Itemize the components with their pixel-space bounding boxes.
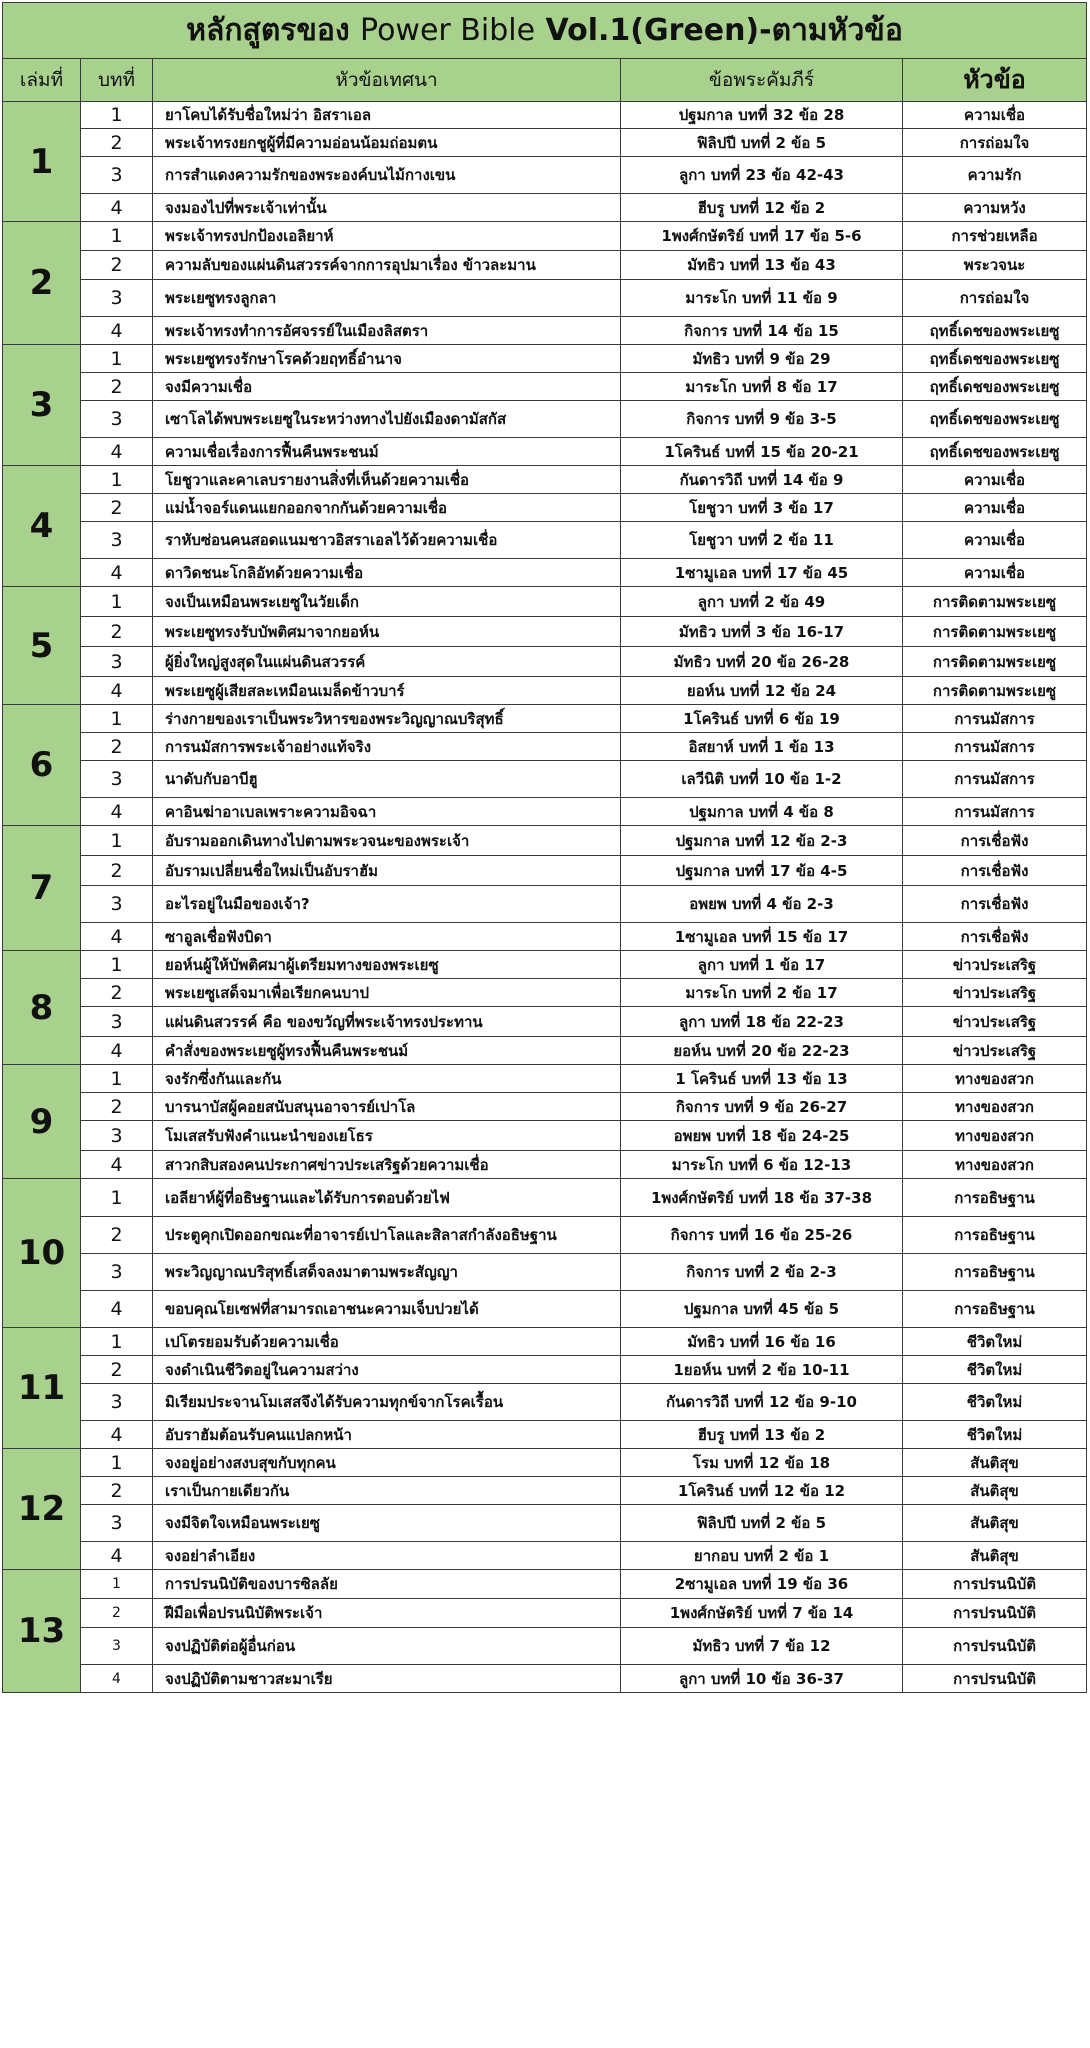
scripture-reference: 1ซามูเอล บทที่ 17 ข้อ 45 xyxy=(621,559,903,587)
sermon-topic: เราเป็นกายเดียวกัน xyxy=(153,1477,621,1505)
topic-category: การเชื่อฟัง xyxy=(903,923,1087,951)
table-row xyxy=(3,1007,1087,1037)
table-row xyxy=(3,522,1087,559)
table-row xyxy=(3,1505,1087,1542)
scripture-reference: อิสยาห์ บทที่ 1 ข้อ 13 xyxy=(621,733,903,761)
sermon-topic: ผู้ยิ่งใหญ่สูงสุดในแผ่นดินสวรรค์ xyxy=(153,647,621,677)
topic-category: ความเชื่อ xyxy=(903,494,1087,522)
sermon-topic: ซาอูลเชื่อฟังบิดา xyxy=(153,923,621,951)
sermon-topic: ขอบคุณโยเซฟที่สามารถเอาชนะความเจ็บปวยได้ xyxy=(153,1291,621,1328)
scripture-reference: 1โครินธ์ บทที่ 12 ข้อ 12 xyxy=(621,1477,903,1505)
chapter-number: 2 xyxy=(81,1477,153,1505)
chapter-number: 3 xyxy=(81,280,153,317)
topic-category: สันติสุข xyxy=(903,1542,1087,1570)
table-row xyxy=(3,1291,1087,1328)
chapter-number: 4 xyxy=(81,1665,153,1693)
book-number: 4 xyxy=(3,466,81,587)
sermon-topic: จงอย่าลำเอียง xyxy=(153,1542,621,1570)
chapter-number: 1 xyxy=(81,345,153,373)
table-row xyxy=(3,587,1087,617)
topic-category: ความเชื่อ xyxy=(903,522,1087,559)
topic-category: ชีวิตใหม่ xyxy=(903,1421,1087,1449)
table-row xyxy=(3,1356,1087,1384)
table-row xyxy=(3,1328,1087,1356)
table-row xyxy=(3,1065,1087,1093)
topic-category: ข่าวประเสริฐ xyxy=(903,1007,1087,1037)
topic-category: การอธิษฐาน xyxy=(903,1291,1087,1328)
chapter-number: 1 xyxy=(81,1570,153,1599)
chapter-number: 4 xyxy=(81,559,153,587)
chapter-number: 4 xyxy=(81,1037,153,1065)
chapter-number: 4 xyxy=(81,438,153,466)
sermon-topic: พระเจ้าทรงยกชูผู้ที่มีความอ่อนน้อมถ่อมตน xyxy=(153,129,621,157)
title-row xyxy=(3,3,1087,59)
scripture-reference: เลวีนิติ บทที่ 10 ข้อ 1-2 xyxy=(621,761,903,798)
chapter-number: 3 xyxy=(81,1254,153,1291)
scripture-reference: กิจการ บทที่ 9 ข้อ 3-5 xyxy=(621,401,903,438)
table-row xyxy=(3,617,1087,647)
book-number: 11 xyxy=(3,1328,81,1449)
sermon-topic: เอลียาห์ผู้ที่อธิษฐานและได้รับการตอบด้วยไฟ xyxy=(153,1179,621,1217)
topic-category: ทางของสวก xyxy=(903,1093,1087,1121)
sermon-topic: สาวกสิบสองคนประกาศข่าวประเสริฐด้วยความเชื่อ xyxy=(153,1151,621,1179)
table-row xyxy=(3,826,1087,856)
sermon-topic: จงอยู่อย่างสงบสุขกับทุกคน xyxy=(153,1449,621,1477)
sermon-topic: ประตูคุกเปิดออกขณะที่อาจารย์เปาโลและสิลาสกำลังอธิษฐาน xyxy=(153,1217,621,1254)
sermon-topic: ราหับซ่อนคนสอดแนมชาวอิสราเอลไว้ด้วยความเชื่อ xyxy=(153,522,621,559)
table-row xyxy=(3,979,1087,1007)
table-row xyxy=(3,1121,1087,1151)
scripture-reference: 1พงศ์กษัตริย์ บทที่ 17 ข้อ 5-6 xyxy=(621,222,903,251)
scripture-reference: ฟิลิปปี บทที่ 2 ข้อ 5 xyxy=(621,129,903,157)
chapter-number: 3 xyxy=(81,1505,153,1542)
topic-category: ความหวัง xyxy=(903,194,1087,222)
topic-category: การถ่อมใจ xyxy=(903,280,1087,317)
sermon-topic: บารนาบัสผู้คอยสนับสนุนอาจารย์เปาโล xyxy=(153,1093,621,1121)
book-number: 7 xyxy=(3,826,81,951)
scripture-reference: ยอห์น บทที่ 12 ข้อ 24 xyxy=(621,677,903,705)
table-row xyxy=(3,251,1087,280)
book-number: 12 xyxy=(3,1449,81,1570)
scripture-reference: ยอห์น บทที่ 20 ข้อ 22-23 xyxy=(621,1037,903,1065)
scripture-reference: กันดารวิถี บทที่ 12 ข้อ 9-10 xyxy=(621,1384,903,1421)
chapter-number: 1 xyxy=(81,222,153,251)
sermon-topic: จงปฏิบัติต่อผู้อื่นก่อน xyxy=(153,1628,621,1665)
scripture-reference: ฟิลิปปี บทที่ 2 ข้อ 5 xyxy=(621,1505,903,1542)
chapter-number: 3 xyxy=(81,886,153,923)
book-number: 5 xyxy=(3,587,81,705)
scripture-reference: กิจการ บทที่ 2 ข้อ 2-3 xyxy=(621,1254,903,1291)
topic-category: ข่าวประเสริฐ xyxy=(903,1037,1087,1065)
table-row xyxy=(3,401,1087,438)
chapter-number: 1 xyxy=(81,466,153,494)
topic-category: การติดตามพระเยซู xyxy=(903,617,1087,647)
sermon-topic: พระเยซูผู้เสียสละเหมือนเมล็ดข้าวบาร์ xyxy=(153,677,621,705)
chapter-number: 2 xyxy=(81,733,153,761)
topic-category: การเชื่อฟัง xyxy=(903,886,1087,923)
topic-category: การถ่อมใจ xyxy=(903,129,1087,157)
table-row xyxy=(3,559,1087,587)
page-title xyxy=(3,3,1087,59)
chapter-number: 3 xyxy=(81,157,153,194)
chapter-number: 1 xyxy=(81,705,153,733)
topic-category: การช่วยเหลือ xyxy=(903,222,1087,251)
table-row xyxy=(3,856,1087,886)
scripture-reference: กิจการ บทที่ 14 ข้อ 15 xyxy=(621,317,903,345)
table-row xyxy=(3,438,1087,466)
table-row xyxy=(3,647,1087,677)
table-row xyxy=(3,373,1087,401)
chapter-number: 1 xyxy=(81,951,153,979)
topic-category: สันติสุข xyxy=(903,1449,1087,1477)
scripture-reference: ปฐมกาล บทที่ 17 ข้อ 4-5 xyxy=(621,856,903,886)
topic-category: การปรนนิบัติ xyxy=(903,1665,1087,1693)
scripture-reference: มาระโก บทที่ 6 ข้อ 12-13 xyxy=(621,1151,903,1179)
sermon-topic: จงปฏิบัติตามชาวสะมาเรีย xyxy=(153,1665,621,1693)
chapter-number: 3 xyxy=(81,522,153,559)
sermon-topic: ดาวิดชนะโกลิอัทด้วยความเชื่อ xyxy=(153,559,621,587)
curriculum-sheet xyxy=(2,2,1086,2044)
chapter-number: 4 xyxy=(81,194,153,222)
table-row xyxy=(3,129,1087,157)
scripture-reference: ปฐมกาล บทที่ 45 ข้อ 5 xyxy=(621,1291,903,1328)
topic-category: การติดตามพระเยซู xyxy=(903,647,1087,677)
table-row xyxy=(3,1384,1087,1421)
sermon-topic: โมเสสรับฟังคำแนะนำของเยโธร xyxy=(153,1121,621,1151)
table-row xyxy=(3,1570,1087,1599)
topic-category: ฤทธิ์เดชของพระเยซู xyxy=(903,373,1087,401)
topic-category: การนมัสการ xyxy=(903,798,1087,826)
topic-category: การอธิษฐาน xyxy=(903,1217,1087,1254)
table-row xyxy=(3,798,1087,826)
sermon-topic: แม่น้ำจอร์แดนแยกออกจากกันด้วยความเชื่อ xyxy=(153,494,621,522)
scripture-reference: มัทธิว บทที่ 16 ข้อ 16 xyxy=(621,1328,903,1356)
scripture-reference: 1โครินธ์ บทที่ 6 ข้อ 19 xyxy=(621,705,903,733)
table-row xyxy=(3,923,1087,951)
scripture-reference: มัทธิว บทที่ 7 ข้อ 12 xyxy=(621,1628,903,1665)
sermon-topic: พระวิญญาณบริสุทธิ์เสด็จลงมาตามพระสัญญา xyxy=(153,1254,621,1291)
scripture-reference: มัทธิว บทที่ 20 ข้อ 26-28 xyxy=(621,647,903,677)
chapter-number: 2 xyxy=(81,1093,153,1121)
chapter-number: 2 xyxy=(81,617,153,647)
scripture-reference: 1ยอห์น บทที่ 2 ข้อ 10-11 xyxy=(621,1356,903,1384)
scripture-reference: 1ซามูเอล บทที่ 15 ข้อ 17 xyxy=(621,923,903,951)
scripture-reference: โรม บทที่ 12 ข้อ 18 xyxy=(621,1449,903,1477)
topic-category: ชีวิตใหม่ xyxy=(903,1328,1087,1356)
scripture-reference: ลูกา บทที่ 1 ข้อ 17 xyxy=(621,951,903,979)
title-thai-prefix: หลักสูตรของ xyxy=(186,13,350,48)
table-row xyxy=(3,194,1087,222)
table-row xyxy=(3,345,1087,373)
sermon-topic: นาดับกับอาบีฮู xyxy=(153,761,621,798)
sermon-topic: จงมีความเชื่อ xyxy=(153,373,621,401)
book-number: 8 xyxy=(3,951,81,1065)
table-row xyxy=(3,886,1087,923)
scripture-reference: โยชูวา บทที่ 3 ข้อ 17 xyxy=(621,494,903,522)
chapter-number: 3 xyxy=(81,1007,153,1037)
chapter-number: 1 xyxy=(81,1449,153,1477)
scripture-reference: โยชูวา บทที่ 2 ข้อ 11 xyxy=(621,522,903,559)
book-number: 9 xyxy=(3,1065,81,1179)
topic-category: ฤทธิ์เดชของพระเยซู xyxy=(903,438,1087,466)
chapter-number: 2 xyxy=(81,979,153,1007)
topic-category: การปรนนิบัติ xyxy=(903,1570,1087,1599)
scripture-reference: มัทธิว บทที่ 9 ข้อ 29 xyxy=(621,345,903,373)
sermon-topic: พระเยซูทรงลูกลา xyxy=(153,280,621,317)
sermon-topic: อับรามออกเดินทางไปตามพระวจนะของพระเจ้า xyxy=(153,826,621,856)
sermon-topic: จงมีจิตใจเหมือนพระเยซู xyxy=(153,1505,621,1542)
topic-category: การนมัสการ xyxy=(903,733,1087,761)
topic-category: ฤทธิ์เดชของพระเยซู xyxy=(903,345,1087,373)
table-row xyxy=(3,1628,1087,1665)
table-row xyxy=(3,705,1087,733)
topic-category: การเชื่อฟัง xyxy=(903,856,1087,886)
scripture-reference: ลูกา บทที่ 10 ข้อ 36-37 xyxy=(621,1665,903,1693)
sermon-topic: ยาโคบได้รับชื่อใหม่ว่า อิสราเอล xyxy=(153,102,621,129)
scripture-reference: มาระโก บทที่ 8 ข้อ 17 xyxy=(621,373,903,401)
sermon-topic: พระเยซูทรงรับบัพติศมาจากยอห์น xyxy=(153,617,621,647)
sermon-topic: พระเยซูทรงรักษาโรคด้วยฤทธิ์อำนาจ xyxy=(153,345,621,373)
header-verse: ข้อพระคัมภีร์ xyxy=(621,59,903,102)
chapter-number: 4 xyxy=(81,677,153,705)
header-topic: หัวข้อเทศนา xyxy=(153,59,621,102)
scripture-reference: ฮีบรู บทที่ 12 ข้อ 2 xyxy=(621,194,903,222)
sermon-topic: ฝีมือเพื่อปรนนิบัติพระเจ้า xyxy=(153,1599,621,1628)
chapter-number: 2 xyxy=(81,494,153,522)
topic-category: ความรัก xyxy=(903,157,1087,194)
scripture-reference: ฮีบรู บทที่ 13 ข้อ 2 xyxy=(621,1421,903,1449)
scripture-reference: มาระโก บทที่ 2 ข้อ 17 xyxy=(621,979,903,1007)
chapter-number: 1 xyxy=(81,1328,153,1356)
topic-category: ฤทธิ์เดชของพระเยซู xyxy=(903,317,1087,345)
sermon-topic: มิเรียมประจานโมเสสจึงได้รับความทุกข์จากโรคเรื้อน xyxy=(153,1384,621,1421)
header-chapter: บทที่ xyxy=(81,59,153,102)
sermon-topic: จงมองไปที่พระเจ้าเท่านั้น xyxy=(153,194,621,222)
book-number: 3 xyxy=(3,345,81,466)
header-row xyxy=(3,59,1087,102)
scripture-reference: ลูกา บทที่ 2 ข้อ 49 xyxy=(621,587,903,617)
sermon-topic: การนมัสการพระเจ้าอย่างแท้จริง xyxy=(153,733,621,761)
table-row xyxy=(3,466,1087,494)
scripture-reference: มัทธิว บทที่ 3 ข้อ 16-17 xyxy=(621,617,903,647)
topic-category: ความเชื่อ xyxy=(903,466,1087,494)
chapter-number: 2 xyxy=(81,373,153,401)
table-row xyxy=(3,222,1087,251)
topic-category: ชีวิตใหม่ xyxy=(903,1356,1087,1384)
chapter-number: 4 xyxy=(81,798,153,826)
sermon-topic: ยอห์นผู้ให้บัพติศมาผู้เตรียมทางของพระเยซู xyxy=(153,951,621,979)
sermon-topic: ความลับของแผ่นดินสวรรค์จากการอุปมาเรื่อง ข้าวละมาน xyxy=(153,251,621,280)
chapter-number: 1 xyxy=(81,102,153,129)
table-row xyxy=(3,1421,1087,1449)
table-body xyxy=(3,102,1087,1693)
scripture-reference: 2ซามูเอล บทที่ 19 ข้อ 36 xyxy=(621,1570,903,1599)
chapter-number: 2 xyxy=(81,1217,153,1254)
chapter-number: 3 xyxy=(81,401,153,438)
chapter-number: 3 xyxy=(81,647,153,677)
title-latin: Power Bible xyxy=(360,13,536,48)
book-number: 6 xyxy=(3,705,81,826)
table-row xyxy=(3,1477,1087,1505)
topic-category: ทางของสวก xyxy=(903,1151,1087,1179)
chapter-number: 1 xyxy=(81,1179,153,1217)
sermon-topic: คาอินฆ่าอาเบลเพราะความอิจฉา xyxy=(153,798,621,826)
table-row xyxy=(3,1599,1087,1628)
book-number: 13 xyxy=(3,1570,81,1693)
sermon-topic: ความเชื่อเรื่องการฟื้นคืนพระชนม์ xyxy=(153,438,621,466)
chapter-number: 4 xyxy=(81,1151,153,1179)
sermon-topic: จงดำเนินชีวิตอยู่ในความสว่าง xyxy=(153,1356,621,1384)
table-row xyxy=(3,1151,1087,1179)
topic-category: ทางของสวก xyxy=(903,1065,1087,1093)
scripture-reference: กันดารวิถี บทที่ 14 ข้อ 9 xyxy=(621,466,903,494)
sermon-topic: ร่างกายของเราเป็นพระวิหารของพระวิญญาณบริสุทธิ์ xyxy=(153,705,621,733)
chapter-number: 1 xyxy=(81,1065,153,1093)
book-number: 1 xyxy=(3,102,81,222)
header-category: หัวข้อ xyxy=(903,59,1087,102)
topic-category: การอธิษฐาน xyxy=(903,1179,1087,1217)
header-book: เล่มที่ xyxy=(3,59,81,102)
topic-category: สันติสุข xyxy=(903,1477,1087,1505)
scripture-reference: ลูกา บทที่ 23 ข้อ 42-43 xyxy=(621,157,903,194)
table-row xyxy=(3,1179,1087,1217)
topic-category: การอธิษฐาน xyxy=(903,1254,1087,1291)
table-row xyxy=(3,1037,1087,1065)
chapter-number: 1 xyxy=(81,587,153,617)
chapter-number: 2 xyxy=(81,1356,153,1384)
sermon-topic: โยชูวาและคาเลบรายงานสิ่งที่เห็นด้วยความเชื่อ xyxy=(153,466,621,494)
sermon-topic: พระเยซูเสด็จมาเพื่อเรียกคนบาป xyxy=(153,979,621,1007)
chapter-number: 3 xyxy=(81,1121,153,1151)
title-suffix: Vol.1(Green)-ตามหัวข้อ xyxy=(545,13,903,48)
chapter-number: 4 xyxy=(81,1542,153,1570)
chapter-number: 2 xyxy=(81,251,153,280)
table-row xyxy=(3,317,1087,345)
chapter-number: 2 xyxy=(81,129,153,157)
scripture-reference: มัทธิว บทที่ 13 ข้อ 43 xyxy=(621,251,903,280)
table-row xyxy=(3,677,1087,705)
scripture-reference: มาระโก บทที่ 11 ข้อ 9 xyxy=(621,280,903,317)
sermon-topic: เปโตรยอมรับด้วยความเชื่อ xyxy=(153,1328,621,1356)
topic-category: ฤทธิ์เดชของพระเยซู xyxy=(903,401,1087,438)
scripture-reference: ปฐมกาล บทที่ 32 ข้อ 28 xyxy=(621,102,903,129)
sermon-topic: แผ่นดินสวรรค์ คือ ของขวัญที่พระเจ้าทรงประทาน xyxy=(153,1007,621,1037)
sermon-topic: อับรามเปลี่ยนชื่อใหม่เป็นอับราฮัม xyxy=(153,856,621,886)
book-number: 10 xyxy=(3,1179,81,1328)
table-row xyxy=(3,1093,1087,1121)
chapter-number: 4 xyxy=(81,1291,153,1328)
scripture-reference: กิจการ บทที่ 9 ข้อ 26-27 xyxy=(621,1093,903,1121)
table-row xyxy=(3,157,1087,194)
chapter-number: 2 xyxy=(81,1599,153,1628)
scripture-reference: อพยพ บทที่ 4 ข้อ 2-3 xyxy=(621,886,903,923)
chapter-number: 4 xyxy=(81,1421,153,1449)
topic-category: การนมัสการ xyxy=(903,705,1087,733)
table-row xyxy=(3,1254,1087,1291)
sermon-topic: พระเจ้าทรงปกป้องเอลิยาห์ xyxy=(153,222,621,251)
sermon-topic: อะไรอยู่ในมือของเจ้า? xyxy=(153,886,621,923)
scripture-reference: ปฐมกาล บทที่ 12 ข้อ 2-3 xyxy=(621,826,903,856)
table-row xyxy=(3,1542,1087,1570)
topic-category: ข่าวประเสริฐ xyxy=(903,951,1087,979)
topic-category: การเชื่อฟัง xyxy=(903,826,1087,856)
topic-category: ข่าวประเสริฐ xyxy=(903,979,1087,1007)
chapter-number: 3 xyxy=(81,1384,153,1421)
chapter-number: 4 xyxy=(81,923,153,951)
table-row xyxy=(3,761,1087,798)
sermon-topic: จงรักซึ่งกันและกัน xyxy=(153,1065,621,1093)
topic-category: สันติสุข xyxy=(903,1505,1087,1542)
scripture-reference: ยากอบ บทที่ 2 ข้อ 1 xyxy=(621,1542,903,1570)
topic-category: ทางของสวก xyxy=(903,1121,1087,1151)
sermon-topic: พระเจ้าทรงทำการอัศจรรย์ในเมืองลิสตรา xyxy=(153,317,621,345)
table-row xyxy=(3,494,1087,522)
table-row xyxy=(3,733,1087,761)
chapter-number: 1 xyxy=(81,826,153,856)
sermon-topic: อับราฮัมต้อนรับคนแปลกหน้า xyxy=(153,1421,621,1449)
topic-category: การติดตามพระเยซู xyxy=(903,587,1087,617)
topic-category: การปรนนิบัติ xyxy=(903,1599,1087,1628)
scripture-reference: ลูกา บทที่ 18 ข้อ 22-23 xyxy=(621,1007,903,1037)
topic-category: ความเชื่อ xyxy=(903,102,1087,129)
sermon-topic: จงเป็นเหมือนพระเยซูในวัยเด็ก xyxy=(153,587,621,617)
sermon-topic: การปรนนิบัติของบารซิลลัย xyxy=(153,1570,621,1599)
topic-category: ความเชื่อ xyxy=(903,559,1087,587)
curriculum-table xyxy=(2,2,1087,1693)
scripture-reference: กิจการ บทที่ 16 ข้อ 25-26 xyxy=(621,1217,903,1254)
scripture-reference: ปฐมกาล บทที่ 4 ข้อ 8 xyxy=(621,798,903,826)
topic-category: ชีวิตใหม่ xyxy=(903,1384,1087,1421)
topic-category: การนมัสการ xyxy=(903,761,1087,798)
table-row xyxy=(3,1449,1087,1477)
table-row xyxy=(3,1217,1087,1254)
sermon-topic: การสำแดงความรักของพระองค์บนไม้กางเขน xyxy=(153,157,621,194)
topic-category: พระวจนะ xyxy=(903,251,1087,280)
scripture-reference: 1พงศ์กษัตริย์ บทที่ 18 ข้อ 37-38 xyxy=(621,1179,903,1217)
chapter-number: 4 xyxy=(81,317,153,345)
scripture-reference: 1 โครินธ์ บทที่ 13 ข้อ 13 xyxy=(621,1065,903,1093)
topic-category: การติดตามพระเยซู xyxy=(903,677,1087,705)
scripture-reference: 1พงศ์กษัตริย์ บทที่ 7 ข้อ 14 xyxy=(621,1599,903,1628)
table-row xyxy=(3,1665,1087,1693)
chapter-number: 3 xyxy=(81,761,153,798)
sermon-topic: คำสั่งของพระเยซูผู้ทรงฟื้นคืนพระชนม์ xyxy=(153,1037,621,1065)
chapter-number: 2 xyxy=(81,856,153,886)
sermon-topic: เซาโลได้พบพระเยซูในระหว่างทางไปยังเมืองดามัสกัส xyxy=(153,401,621,438)
table-row xyxy=(3,102,1087,129)
scripture-reference: 1โครินธ์ บทที่ 15 ข้อ 20-21 xyxy=(621,438,903,466)
scripture-reference: อพยพ บทที่ 18 ข้อ 24-25 xyxy=(621,1121,903,1151)
book-number: 2 xyxy=(3,222,81,345)
chapter-number: 3 xyxy=(81,1628,153,1665)
topic-category: การปรนนิบัติ xyxy=(903,1628,1087,1665)
table-row xyxy=(3,951,1087,979)
table-row xyxy=(3,280,1087,317)
